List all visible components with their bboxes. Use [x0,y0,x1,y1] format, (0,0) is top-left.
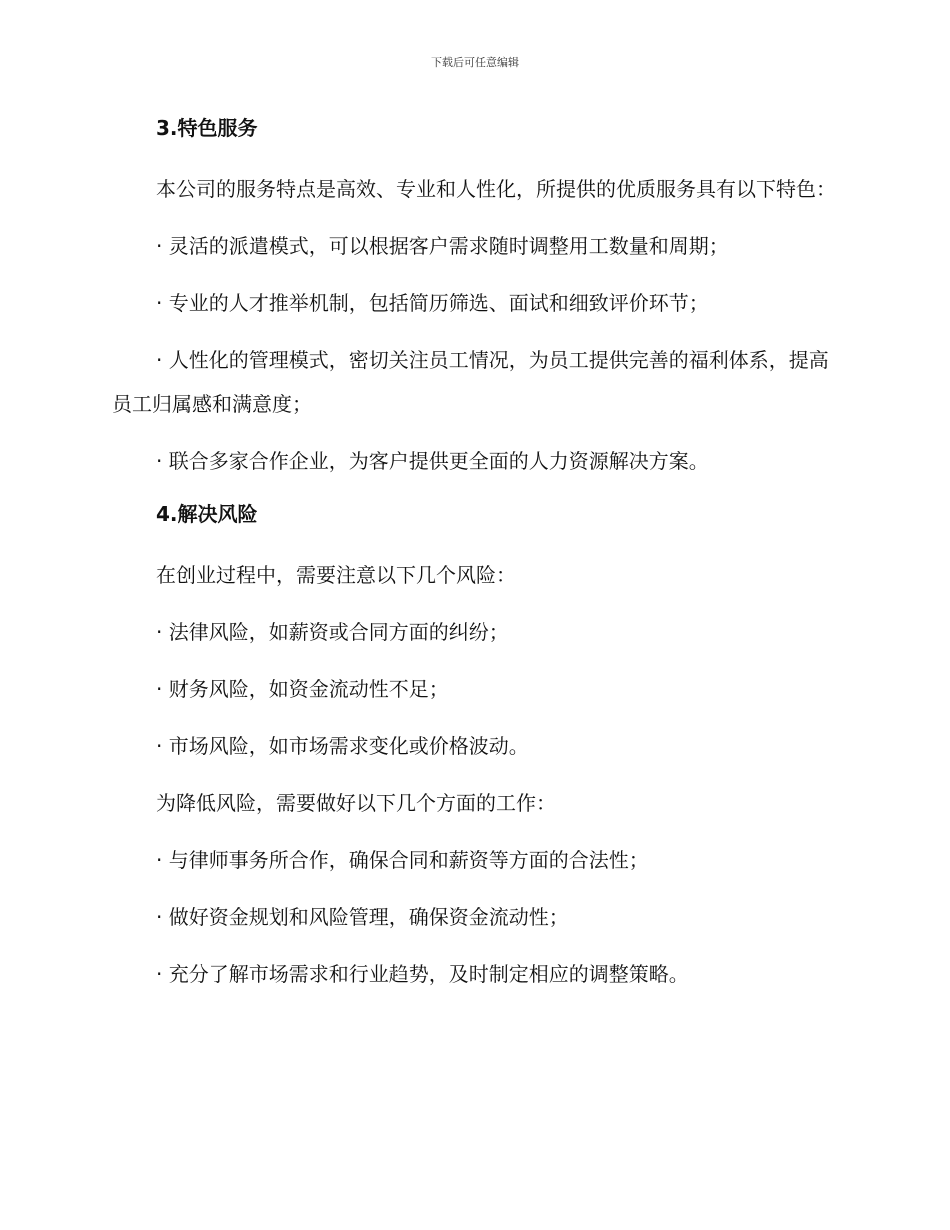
bullet-item: · 灵活的派遣模式，可以根据客户需求随时调整用工数量和周期； [156,234,729,258]
bullet-item: · 做好资金规划和风险管理，确保资金流动性； [156,905,569,929]
bullet-item: · 市场风险，如市场需求变化或价格波动。 [156,734,529,758]
bullet-item: · 专业的人才推举机制，包括简历筛选、面试和细致评价环节； [156,291,709,315]
document-body [112,110,837,1009]
bullet-item: · 联合多家合作企业，为客户提供更全面的人力资源解决方案。 [156,449,709,473]
bullet-item: · 法律风险，如薪资或合同方面的纠纷； [156,620,509,644]
bullet-item: · 人性化的管理模式，密切关注员工情况，为员工提供完善的福利体系，提高员工归属感和满意度； [112,348,829,416]
paragraph: 在创业过程中，需要注意以下几个风险： [156,563,516,587]
bullet-item: · 财务风险，如资金流动性不足； [156,677,449,701]
section-featured-services [112,110,837,483]
section-risk-resolution [112,496,837,996]
paragraph: 本公司的服务特点是高效、专业和人性化，所提供的优质服务具有以下特色： [156,177,836,201]
header-note: 下载后可任意编辑 [431,56,519,69]
section-heading: 3.特色服务 [156,116,258,140]
paragraph: 为降低风险，需要做好以下几个方面的工作： [156,791,556,815]
section-heading: 4.解决风险 [156,502,258,526]
bullet-item: · 充分了解市场需求和行业趋势，及时制定相应的调整策略。 [156,962,689,986]
bullet-item: · 与律师事务所合作，确保合同和薪资等方面的合法性； [156,848,649,872]
